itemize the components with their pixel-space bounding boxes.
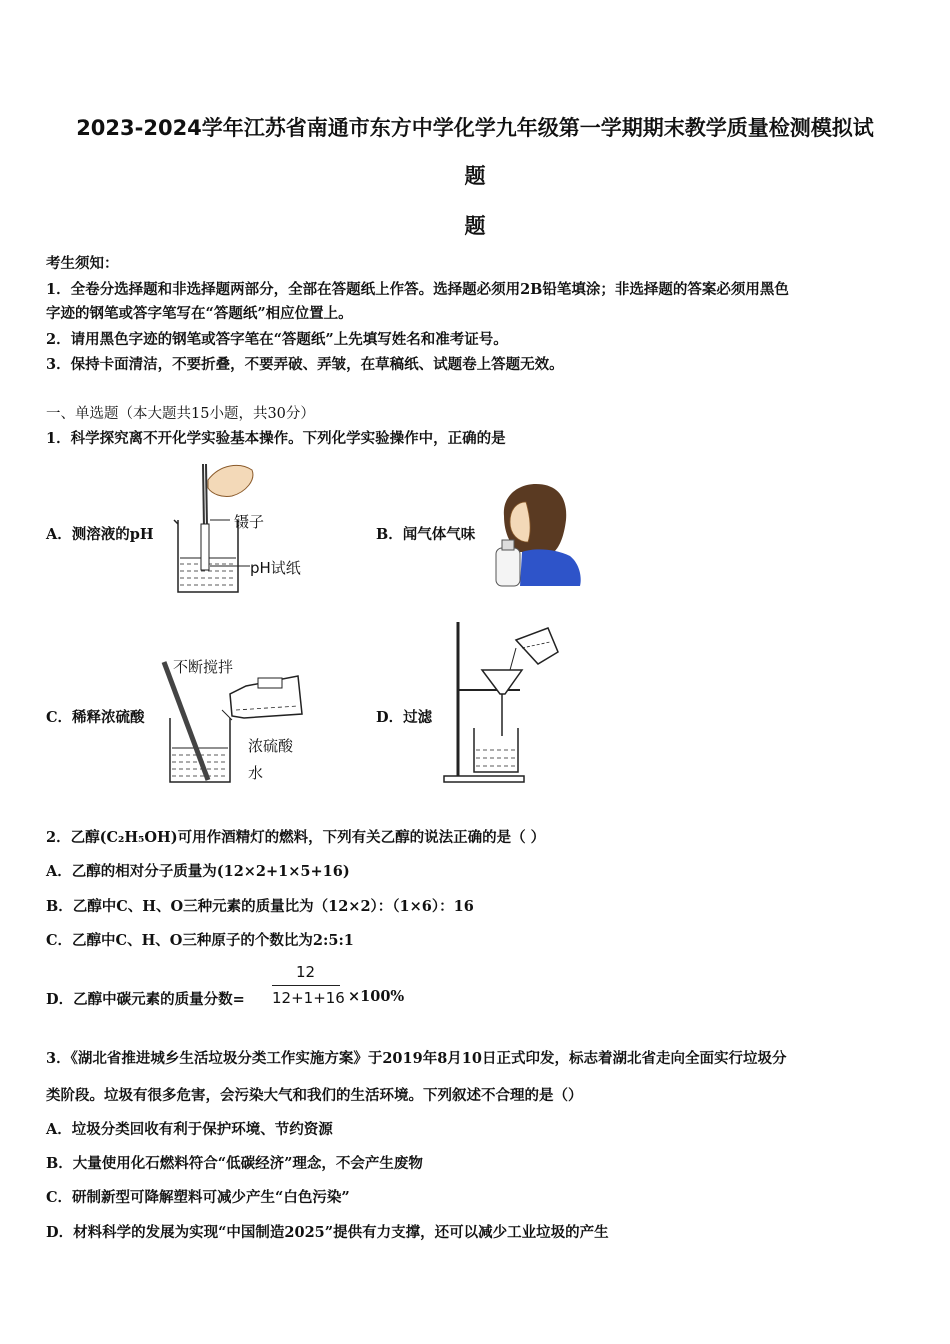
q3-option-c: C．研制新型可降解塑料可减少产生“白色污染” <box>46 1189 350 1206</box>
exam-title-line1: 2023-2024学年江苏省南通市东方中学化学九年级第一学期期末教学质量检测模拟试 <box>76 116 874 140</box>
notice-item-3: 3．保持卡面清洁，不要折叠，不要弄破、弄皱，在草稿纸、试题卷上答题无效。 <box>46 356 564 373</box>
q3-stem-line2: 类阶段。垃圾有很多危害，会污染大气和我们的生活环境。下列叙述不合理的是（） <box>46 1087 583 1104</box>
fig-a-label-tweezers: 镊子 <box>234 513 265 531</box>
q2-option-d-prefix: D．乙醇中碳元素的质量分数= <box>46 991 245 1008</box>
q1-option-d: D．过滤 <box>376 709 433 726</box>
fig-c-label-water: 水 <box>248 764 264 782</box>
q2-fraction-denominator: 12+1+16 <box>272 989 345 1007</box>
notice-item-2: 2．请用黑色字迹的钢笔或答字笔在“答题纸”上先填写姓名和准考证号。 <box>46 331 508 348</box>
fig-c-label-stir: 不断搅拌 <box>173 658 234 676</box>
dilute-acid-figure <box>158 658 308 788</box>
q1-option-a: A．测溶液的pH <box>46 526 154 543</box>
q2-fraction-numerator: 12 <box>296 963 316 981</box>
filtration-figure <box>440 618 570 786</box>
fig-a-label-ph-paper: pH试纸 <box>250 559 301 577</box>
q3-option-d: D．材料科学的发展为实现“中国制造2025”提供有力支撑，还可以减少工业垃圾的产生 <box>46 1224 609 1241</box>
q3-option-a: A．垃圾分类回收有利于保护环境、节约资源 <box>46 1121 333 1138</box>
notice-heading: 考生须知： <box>46 255 119 272</box>
q2-option-a: A．乙醇的相对分子质量为(12×2+1×5+16) <box>46 863 350 880</box>
q1-option-b: B．闻气体气味 <box>376 526 476 543</box>
q1-stem: 1．科学探究离不开化学实验基本操作。下列化学实验操作中，正确的是 <box>46 430 506 447</box>
q2-fraction-bar <box>272 985 340 986</box>
notice-item-1-line2: 字迹的钢笔或答字笔写在“答题纸”相应位置上。 <box>46 305 353 322</box>
q2-stem: 2．乙醇(C₂H₅OH)可用作酒精灯的燃料，下列有关乙醇的说法正确的是（ ） <box>46 829 546 846</box>
q1-option-c: C．稀释浓硫酸 <box>46 709 145 726</box>
exam-title-line3: 题 <box>464 214 486 238</box>
smell-gas-figure <box>492 482 587 587</box>
q2-option-b: B．乙醇中C、H、O三种元素的质量比为（12×2）：（1×6）：16 <box>46 898 474 915</box>
q3-stem-line1: 3．《湖北省推进城乡生活垃圾分类工作实施方案》于2019年8月10日正式印发，标志着湖北省走向全面实行垃圾分 <box>46 1050 787 1067</box>
q2-option-d-suffix: ×100% <box>348 988 405 1005</box>
q3-option-b: B．大量使用化石燃料符合“低碳经济”理念，不会产生废物 <box>46 1155 423 1172</box>
notice-item-1-line1: 1．全卷分选择题和非选择题两部分，全部在答题纸上作答。选择题必须用2B铅笔填涂；非选择题的答案必须用黑色 <box>46 281 789 298</box>
fig-c-label-acid: 浓硫酸 <box>248 737 294 755</box>
exam-title-line2: 题 <box>464 164 486 188</box>
q2-option-c: C．乙醇中C、H、O三种原子的个数比为2:5:1 <box>46 932 354 949</box>
section-heading: 一、单选题（本大题共15小题，共30分） <box>46 406 315 422</box>
